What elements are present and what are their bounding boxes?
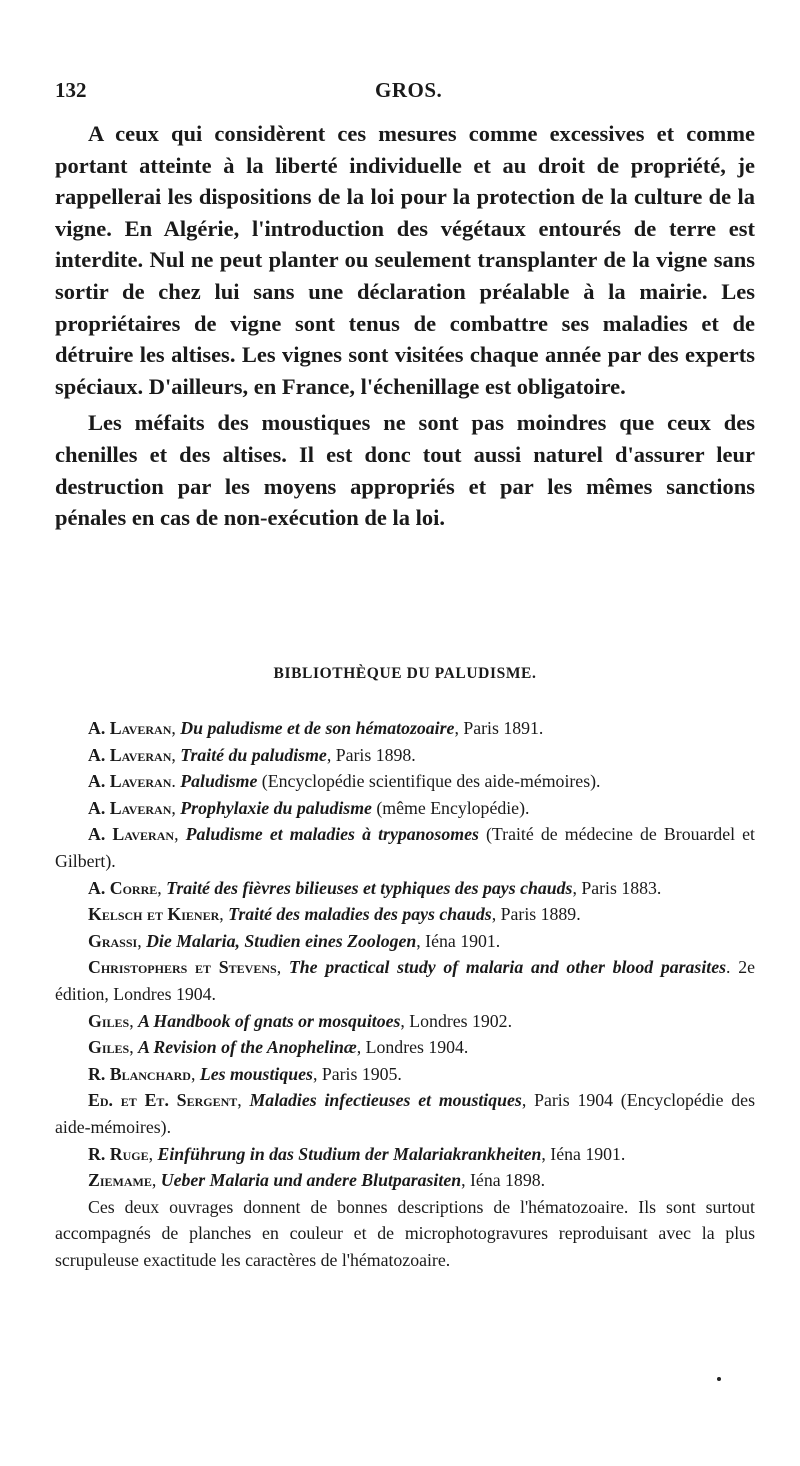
entry-separator: , xyxy=(137,930,147,951)
entry-details: , Iéna 1901. xyxy=(541,1143,626,1164)
page-header xyxy=(55,78,755,108)
entry-author: A. Laveran xyxy=(88,797,172,818)
entry-author: R. Ruge xyxy=(88,1143,149,1164)
entry-title: Traité des maladies des pays chauds xyxy=(228,904,492,925)
entry-author: Grassi xyxy=(88,930,138,951)
entry-author: R. Blanchard xyxy=(88,1063,191,1084)
entry-separator: , xyxy=(129,1010,139,1031)
entry-details: (Traité de médecine de Brouardel et Gilbert). xyxy=(55,824,755,871)
bibliography-entry xyxy=(55,1167,755,1194)
entry-details: , Paris 1891. xyxy=(454,718,544,738)
ink-speck xyxy=(717,1377,721,1381)
entry-author: Ziemame xyxy=(88,1170,152,1191)
entry-details: , Iéna 1898. xyxy=(461,1170,546,1191)
running-head: GROS. xyxy=(375,78,443,102)
entry-author: Christophers et Stevens xyxy=(88,957,277,978)
entry-title: Maladies infectieuses et moustiques xyxy=(249,1090,522,1111)
entry-details: , Londres 1904. xyxy=(356,1037,469,1058)
entry-author: Kelsch et Kiener xyxy=(88,904,220,925)
entry-details: , Paris 1883. xyxy=(572,877,662,898)
entry-author: Giles xyxy=(88,1010,130,1031)
bibliography-entry xyxy=(55,715,755,742)
entry-title: Einführung in das Studium der Malariakrankheiten xyxy=(157,1143,542,1164)
entry-author: Ed. et Et. Sergent xyxy=(88,1090,238,1111)
entry-details: , Iéna 1901. xyxy=(416,930,501,951)
entry-separator: , xyxy=(219,904,229,925)
entry-title: The practical study of malaria and other blood parasites xyxy=(288,957,727,978)
bibliography-list xyxy=(55,715,755,1273)
paragraph: A ceux qui considèrent ces mesures comme excessives et comme portant atteinte à la liberté individuelle et au droit de propriété, je rappellerai les dispositions de la loi pour la protection de la culture de la vigne. En Algérie, l'introduction des végétaux entourés de terre est interdite. Nul ne peut planter ou seulement transplanter de la vigne sans sortir de chez lui sans une déclaration préalable à la mairie. Les propriétaires de vigne sont tenus de combattre ses maladies et de détruire les altises. Les vignes sont visitées chaque année par des experts spéciaux. D'ailleurs, en France, l'échenillage est obligatoire. xyxy=(55,121,755,399)
entry-details: , Paris 1889. xyxy=(491,904,581,925)
bibliography-entry xyxy=(55,795,755,822)
entry-separator: , xyxy=(171,718,181,738)
entry-separator: , xyxy=(148,1143,158,1164)
entry-details: , Londres 1902. xyxy=(400,1010,513,1031)
entry-details: (même Encylopédie). xyxy=(371,797,530,818)
page-number: 132 xyxy=(55,78,87,102)
entry-separator: , xyxy=(171,797,181,818)
entry-title: Du paludisme et de son hématozoaire xyxy=(180,718,455,738)
paragraph: Les méfaits des moustiques ne sont pas moindres que ceux des chenilles et des altises. Il est donc tout aussi naturel d'assurer leur destruction par les moyens appropriés et par les mêmes sanctions pénales en cas de non-exécution de la loi. xyxy=(55,410,755,531)
bibliography-entry xyxy=(55,1141,755,1168)
bibliography-entry xyxy=(55,768,755,795)
bibliography-note: Ces deux ouvrages donnent de bonnes descriptions de l'hématozoaire. Ils sont surtout accompagnés de planches en couleur et de microphotogravures reproduisant avec la plus scrupuleuse exactitude les caractères de l'hématozoaire. xyxy=(55,1196,755,1270)
bibliography-entry xyxy=(55,875,755,902)
entry-author: A. Laveran xyxy=(88,744,172,765)
entry-author: A. Laveran xyxy=(88,718,172,738)
entry-separator: , xyxy=(174,824,186,845)
entry-separator: , xyxy=(129,1037,139,1058)
entry-details: , Paris 1905. xyxy=(312,1063,402,1084)
entry-title: Traité des fièvres bilieuses et typhiques des pays chauds xyxy=(166,877,573,898)
entry-title: Traité du paludisme xyxy=(180,744,327,765)
entry-title: Les moustiques xyxy=(199,1063,313,1084)
entry-title: Prophylaxie du paludisme xyxy=(180,797,372,818)
entry-title: Paludisme xyxy=(180,771,258,792)
entry-separator: , xyxy=(237,1090,250,1111)
entry-title: A Handbook of gnats or mosquitoes xyxy=(138,1010,401,1031)
entry-separator: . xyxy=(171,771,181,792)
bibliography-entry xyxy=(55,1008,755,1035)
entry-author: Giles xyxy=(88,1037,130,1058)
entry-author: A. Laveran xyxy=(88,771,172,792)
entry-title: Die Malaria, Studien eines Zoologen xyxy=(146,930,417,951)
entry-details: , Paris 1898. xyxy=(326,744,416,765)
bibliography-entry xyxy=(55,954,755,1007)
entry-author: A. Laveran xyxy=(88,824,175,845)
entry-title: Ueber Malaria und andere Blutparasiten xyxy=(160,1170,462,1191)
entry-details: (Encyclopédie scientifique des aide-mémoires). xyxy=(257,771,601,792)
bibliography-entry xyxy=(55,742,755,769)
entry-separator: , xyxy=(171,744,181,765)
entry-details: . 2e édition, Londres 1904. xyxy=(55,957,755,1004)
entry-details: , Paris 1904 (Encyclopédie des aide-mémoires). xyxy=(55,1090,755,1137)
entry-separator: , xyxy=(276,957,289,978)
bibliography-entry xyxy=(55,1034,755,1061)
bibliography-title: BIBLIOTHÈQUE DU PALUDISME. xyxy=(273,665,537,682)
bibliography-entry xyxy=(55,821,755,874)
bibliography-entry xyxy=(55,1087,755,1140)
entry-author: A. Corre xyxy=(88,877,158,898)
bibliography-entry xyxy=(55,928,755,955)
entry-separator: , xyxy=(151,1170,161,1191)
body-text xyxy=(55,118,755,534)
entry-title: Paludisme et maladies à trypanosomes xyxy=(185,824,479,845)
bibliography-entry xyxy=(55,1061,755,1088)
bibliography-entry xyxy=(55,901,755,928)
entry-title: A Revision of the Anophelinæ xyxy=(138,1037,357,1058)
entry-separator: , xyxy=(157,877,167,898)
entry-separator: , xyxy=(190,1063,200,1084)
